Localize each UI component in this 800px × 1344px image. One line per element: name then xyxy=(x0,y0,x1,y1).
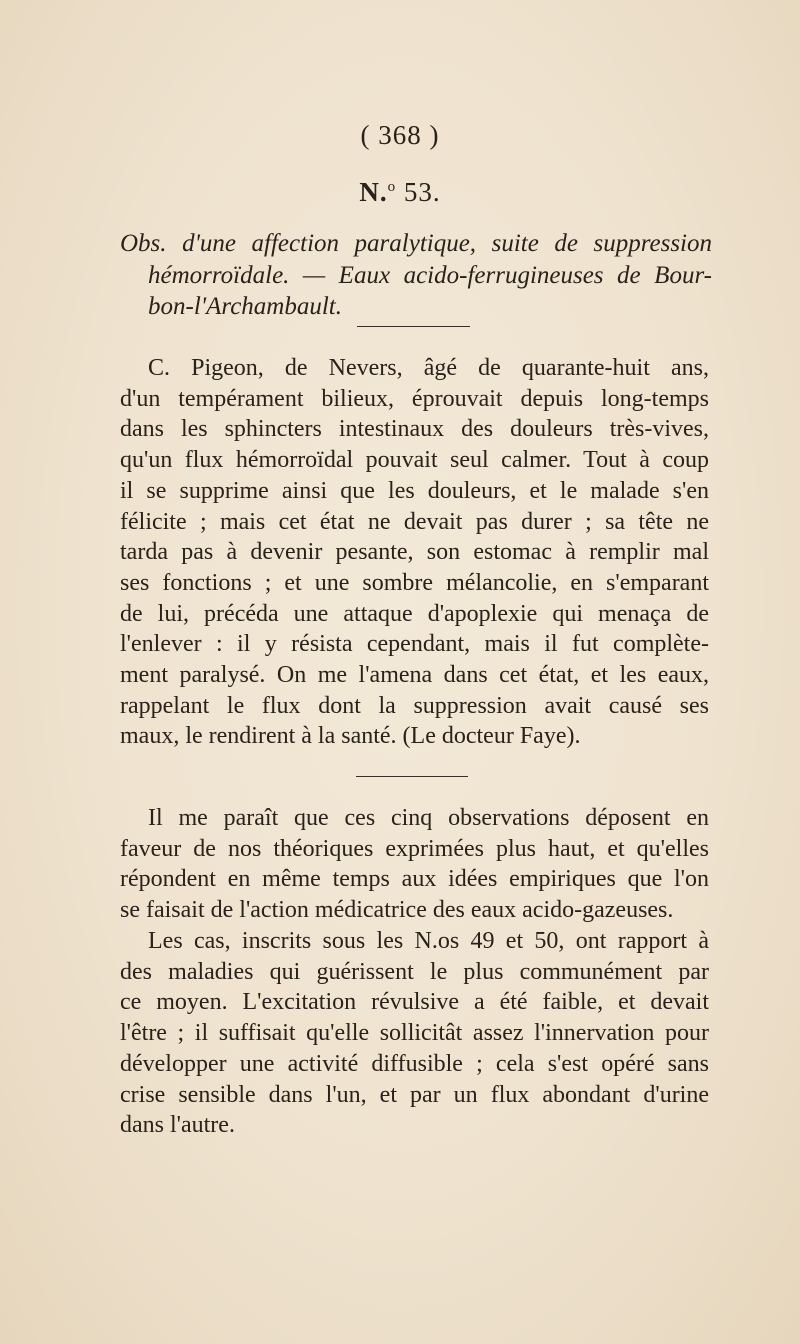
divider-rule xyxy=(357,326,470,327)
text-line: de lui, précéda une attaque d'apoplexie qui menaça de xyxy=(120,600,709,627)
observation-number xyxy=(0,177,800,208)
observation-title xyxy=(120,228,712,323)
number-label: N. xyxy=(359,177,388,207)
text-line: ses fonctions ; et une sombre mélancolie, en s'emparant xyxy=(120,569,709,596)
page-number: ( 368 ) xyxy=(360,120,440,150)
text-line: Il me paraît que ces cinq observations déposent en xyxy=(148,805,709,831)
text-line: ment paralysé. On me l'amena dans cet état, et les eaux, xyxy=(120,662,709,689)
text-line: développer une activité diffusible ; cela s'est opéré sans xyxy=(120,1050,709,1077)
divider-rule xyxy=(356,776,468,777)
text-line: répondent en même temps aux idées empiriques que l'on xyxy=(120,866,709,893)
text-line: maux, le rendirent à la santé. (Le docteur Faye). xyxy=(120,723,581,750)
commentary-paragraph xyxy=(120,803,709,926)
text-line: C. Pigeon, de Nevers, âgé de quarante-huit ans, xyxy=(148,355,709,381)
title-line: bon-l'Archambault. xyxy=(148,293,342,320)
text-line: crise sensible dans l'un, et par un flux abondant d'urine xyxy=(120,1081,709,1108)
text-line: dans l'autre. xyxy=(120,1112,235,1139)
text-line: l'enlever : il y résista cependant, mais il fut complète- xyxy=(120,631,709,658)
text-line: ce moyen. L'excitation révulsive a été faible, et devait xyxy=(120,989,709,1016)
text-line: félicite ; mais cet état ne devait pas durer ; sa tête ne xyxy=(120,508,709,535)
title-line: Obs. d'une affection paralytique, suite de suppression xyxy=(120,230,712,257)
number-superscript: o xyxy=(387,179,397,195)
text-line: Les cas, inscrits sous les N.os 49 et 50, ont rapport à xyxy=(148,928,709,954)
case-paragraph xyxy=(120,353,709,752)
text-line: d'un tempérament bilieux, éprouvait depuis long-temps xyxy=(120,385,709,412)
text-line: dans les sphincters intestinaux des douleurs très-vives, xyxy=(120,416,709,443)
number-value: 53. xyxy=(403,177,441,207)
text-line: tarda pas à devenir pesante, son estomac à remplir mal xyxy=(120,539,709,566)
commentary-paragraph xyxy=(120,926,709,1141)
text-line: il se supprime ainsi que les douleurs, et le malade s'en xyxy=(120,477,709,504)
text-line: se faisait de l'action médicatrice des eaux acido-gazeuses. xyxy=(120,897,674,924)
text-line: faveur de nos théoriques exprimées plus haut, et qu'elles xyxy=(120,835,709,862)
text-line: des maladies qui guérissent le plus communément par xyxy=(120,958,709,985)
title-line: hémorroïdale. — Eaux acido-ferrugineuses de Bour- xyxy=(148,261,712,289)
text-line: rappelant le flux dont la suppression avait causé ses xyxy=(120,692,709,719)
text-line: l'être ; il suffisait qu'elle sollicitât assez l'innervation pour xyxy=(120,1020,709,1047)
text-line: qu'un flux hémorroïdal pouvait seul calmer. Tout à coup xyxy=(120,447,709,474)
